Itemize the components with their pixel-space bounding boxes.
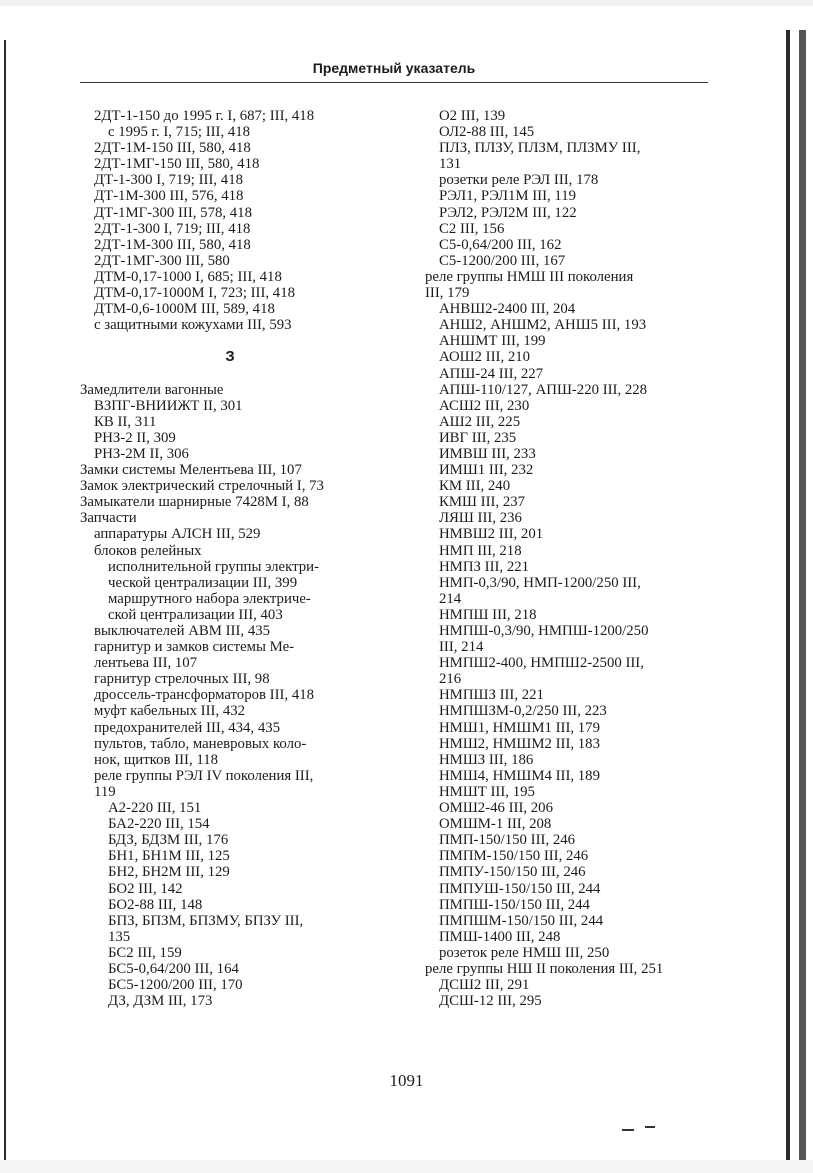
index-entry: БПЗ, БПЗМ, БПЗМУ, БПЗУ III, xyxy=(108,912,304,929)
index-entry: гарнитур стрелочных III, 98 xyxy=(94,671,270,688)
index-column-left xyxy=(80,108,380,1009)
index-entry: БО2 III, 142 xyxy=(108,880,183,897)
index-entry: НМШ1, НМШМ1 III, 179 xyxy=(439,719,600,736)
index-entry: 119 xyxy=(94,783,116,800)
index-entry: АНВШ2-2400 III, 204 xyxy=(439,301,576,318)
scan-mark xyxy=(645,1126,655,1128)
index-entry: 2ДТ-1МГ-300 III, 580 xyxy=(94,252,230,269)
index-entry: ИМШ1 III, 232 xyxy=(439,462,534,479)
index-entry: ческой централизации III, 399 xyxy=(108,574,298,591)
index-entry: НМШ2, НМШМ2 III, 183 xyxy=(439,735,600,752)
index-entry: реле группы РЭЛ IV поколения III, xyxy=(94,767,314,784)
index-entry: АШ2 III, 225 xyxy=(439,413,521,430)
index-entry: 2ДТ-1-150 до 1995 г. I, 687; III, 418 xyxy=(94,108,315,124)
index-entry: ПМП-150/150 III, 246 xyxy=(439,832,576,849)
index-entry: 135 xyxy=(108,928,131,945)
index-entry: БН1, БН1М III, 125 xyxy=(108,848,230,865)
index-entry: ОЛ2-88 III, 145 xyxy=(439,124,535,141)
index-entry: АОШ2 III, 210 xyxy=(439,349,531,366)
index-entry: РЭЛ2, РЭЛ2М III, 122 xyxy=(439,204,577,221)
index-entry: ПМПУ-150/150 III, 246 xyxy=(439,864,586,881)
index-entry: НМПШЗ III, 221 xyxy=(439,687,544,704)
running-head: Предметный указатель xyxy=(312,60,476,76)
index-entry: III, 214 xyxy=(439,639,484,656)
index-entry: ОМШ2-46 III, 206 xyxy=(439,800,553,817)
index-entry: 214 xyxy=(439,590,462,607)
index-entry: АНШ2, АНШМ2, АНШ5 III, 193 xyxy=(439,317,647,334)
scan-left-border xyxy=(4,40,6,1160)
index-entry: НМПШ III, 218 xyxy=(439,606,537,623)
index-entry: С5-1200/200 III, 167 xyxy=(439,252,566,269)
index-entry: маршрутного набора электриче- xyxy=(108,590,311,607)
index-entry: III, 179 xyxy=(425,285,470,302)
index-entry: 131 xyxy=(439,156,462,173)
index-entry: ЛЯШ III, 236 xyxy=(439,510,522,527)
index-entry: ПМПУШ-150/150 III, 244 xyxy=(439,880,601,897)
index-entry: АПШ-110/127, АПШ-220 III, 228 xyxy=(439,381,648,398)
scan-bottom-edge xyxy=(0,1160,813,1173)
index-entry: АНШМТ III, 199 xyxy=(439,333,546,350)
index-entry: пультов, табло, маневровых коло- xyxy=(94,735,307,752)
index-entry: нок, щитков III, 118 xyxy=(94,751,219,768)
index-entry: 2ДТ-1-300 I, 719; III, 418 xyxy=(94,220,251,237)
index-entry: ДТМ-0,17-1000М I, 723; III, 418 xyxy=(94,285,296,302)
index-entry: КМШ III, 237 xyxy=(439,494,526,511)
index-entry: НМВШ2 III, 201 xyxy=(439,526,544,543)
index-entry: ДСШ2 III, 291 xyxy=(439,977,530,994)
index-entry: ОМШМ-1 III, 208 xyxy=(439,816,552,833)
index-entry: О2 III, 139 xyxy=(439,108,506,124)
index-entry: исполнительной группы электри- xyxy=(108,558,319,575)
index-entry: КВ II, 311 xyxy=(94,413,157,430)
index-entry: с защитными кожухами III, 593 xyxy=(94,317,292,334)
index-entry: ДТМ-0,17-1000 I, 685; III, 418 xyxy=(94,268,282,285)
index-entry: ПЛЗ, ПЛЗУ, ПЛЗМ, ПЛЗМУ III, xyxy=(439,140,641,157)
section-letter: З xyxy=(225,349,235,366)
header-rule xyxy=(80,82,708,83)
index-entry: дроссель-трансформаторов III, 418 xyxy=(94,687,315,704)
index-entry: ВЗПГ-ВНИИЖТ II, 301 xyxy=(94,397,243,414)
index-entry: ПМПШ-150/150 III, 244 xyxy=(439,896,590,913)
index-entry: БО2-88 III, 148 xyxy=(108,896,203,913)
index-entry: НМП III, 218 xyxy=(439,542,522,559)
spacer xyxy=(80,333,380,349)
index-entry: НМПШ2-400, НМПШ2-2500 III, xyxy=(439,655,644,672)
index-entry: ПМПШМ-150/150 III, 244 xyxy=(439,912,604,929)
index-entry: НМШТ III, 195 xyxy=(439,783,535,800)
index-entry: НМШЗ III, 186 xyxy=(439,751,534,768)
index-entry: 216 xyxy=(439,671,462,688)
index-entry: ДТ-1-300 I, 719; III, 418 xyxy=(94,172,243,189)
index-entry: БДЗ, БДЗМ III, 176 xyxy=(108,832,229,849)
index-entry: С5-0,64/200 III, 162 xyxy=(439,236,562,253)
index-entry: ДТМ-0,6-1000М III, 589, 418 xyxy=(94,301,275,318)
index-entry: РНЗ-2 II, 309 xyxy=(94,429,176,446)
index-entry: ИМВШ III, 233 xyxy=(439,445,536,462)
index-entry: КМ III, 240 xyxy=(439,478,511,495)
index-entry: НМПЗ III, 221 xyxy=(439,558,530,575)
index-entry: БС5-0,64/200 III, 164 xyxy=(108,960,239,977)
index-entry: предохранителей III, 434, 435 xyxy=(94,719,281,736)
index-entry: БА2-220 III, 154 xyxy=(108,816,210,833)
index-entry: выключателей АВМ III, 435 xyxy=(94,623,271,639)
index-entry: НМПШ-0,3/90, НМПШ-1200/250 xyxy=(439,623,649,639)
index-entry: муфт кабельных III, 432 xyxy=(94,703,246,720)
index-entry: Замыкатели шарнирные 7428М I, 88 xyxy=(80,494,309,511)
index-entry: ДТ-1МГ-300 III, 578, 418 xyxy=(94,204,252,221)
index-entry: блоков релейных xyxy=(94,542,202,559)
index-entry: 2ДТ-1М-300 III, 580, 418 xyxy=(94,236,251,253)
index-entry: С2 III, 156 xyxy=(439,220,505,237)
index-entry: ской централизации III, 403 xyxy=(108,606,283,623)
index-entry: ДТ-1М-300 III, 576, 418 xyxy=(94,188,244,205)
index-entry: РЭЛ1, РЭЛ1М III, 119 xyxy=(439,188,577,205)
index-entry: розетки реле РЭЛ III, 178 xyxy=(439,172,599,189)
index-entry: ДЗ, ДЗМ III, 173 xyxy=(108,993,213,1010)
index-entry: с 1995 г. I, 715; III, 418 xyxy=(108,124,251,141)
scan-right-binding xyxy=(799,30,806,1160)
index-entry: ДСШ-12 III, 295 xyxy=(439,993,542,1010)
page-number: 1091 xyxy=(389,1071,424,1090)
index-entry: АСШ2 III, 230 xyxy=(439,397,530,414)
index-entry: БС2 III, 159 xyxy=(108,944,182,961)
index-entry: ИВГ III, 235 xyxy=(439,429,517,446)
index-entry: реле группы НШ II поколения III, 251 xyxy=(425,960,664,977)
index-entry: АПШ-24 III, 227 xyxy=(439,365,544,382)
index-entry: НМШ4, НМШМ4 III, 189 xyxy=(439,767,600,784)
scan-top-edge xyxy=(0,0,813,6)
index-entry: розеток реле НМШ III, 250 xyxy=(439,944,610,961)
index-entry: гарнитур и замков системы Ме- xyxy=(94,639,295,656)
index-entry: БН2, БН2М III, 129 xyxy=(108,864,230,881)
index-entry: НМП-0,3/90, НМП-1200/250 III, xyxy=(439,574,641,591)
index-entry: НМПШЗМ-0,2/250 III, 223 xyxy=(439,703,607,720)
index-column-right xyxy=(425,108,715,1009)
index-entry: аппаратуры АЛСН III, 529 xyxy=(94,526,261,543)
index-entry: Замок электрический стрелочный I, 73 xyxy=(80,478,324,495)
index-entry: 2ДТ-1М-150 III, 580, 418 xyxy=(94,140,251,157)
spacer xyxy=(80,366,380,382)
index-entry: РНЗ-2М II, 306 xyxy=(94,445,189,462)
index-entry: ПМПМ-150/150 III, 246 xyxy=(439,848,589,865)
index-entry: лентьева III, 107 xyxy=(94,655,198,672)
index-entry: ПМШ-1400 III, 248 xyxy=(439,928,561,945)
index-entry: А2-220 III, 151 xyxy=(108,800,202,817)
index-entry: 2ДТ-1МГ-150 III, 580, 418 xyxy=(94,156,260,173)
index-entry: реле группы НМШ III поколения xyxy=(425,268,634,285)
scan-right-border xyxy=(786,30,790,1160)
index-entry: Запчасти xyxy=(80,510,137,527)
scan-mark xyxy=(622,1129,634,1131)
index-entry: Замки системы Мелентьева III, 107 xyxy=(80,462,302,479)
index-entry: БС5-1200/200 III, 170 xyxy=(108,977,243,994)
index-entry: Замедлители вагонные xyxy=(80,381,224,398)
